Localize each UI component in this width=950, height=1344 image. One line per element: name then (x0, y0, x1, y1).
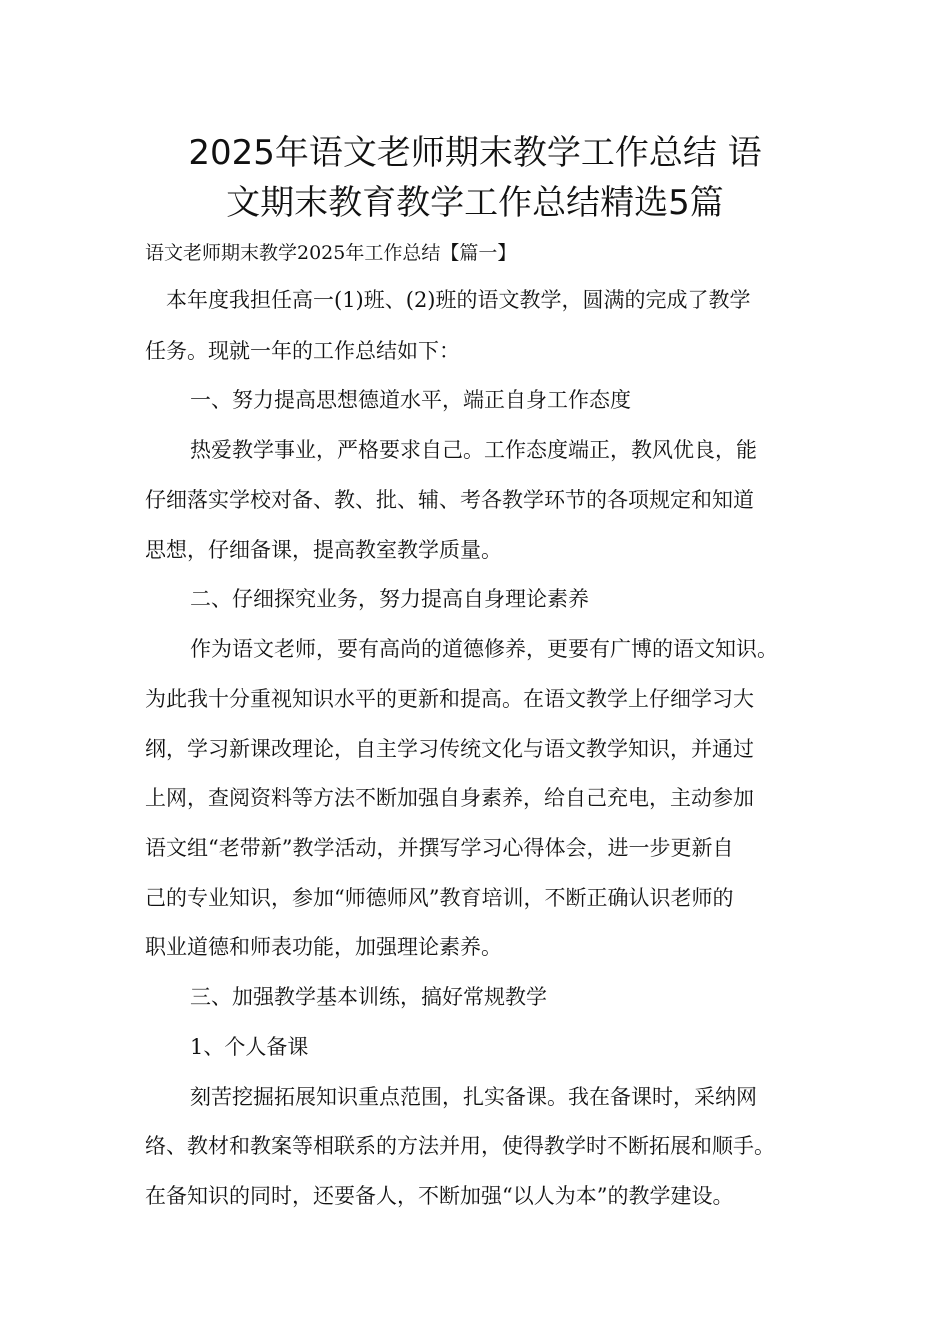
article-subtitle: 语文老师期末教学2025年工作总结【篇一】 (145, 242, 517, 264)
document-title-line-1: 2025年语文老师期末教学工作总结 语 (188, 133, 762, 173)
paragraph-line: 为此我十分重视知识水平的更新和提高。在语文教学上仔细学习大 (145, 687, 754, 711)
paragraph-line: 热爱教学事业，严格要求自己。工作态度端正，教风优良，能 (190, 438, 757, 462)
document-title-line-2: 文期末教育教学工作总结精选5篇 (226, 183, 724, 223)
paragraph-line: 仔细落实学校对备、教、批、辅、考各教学环节的各项规定和知道 (145, 488, 754, 512)
paragraph-line: 本年度我担任高一(1)班、(2)班的语文教学，圆满的完成了教学 (166, 288, 751, 312)
paragraph-line: 思想，仔细备课，提高教室教学质量。 (145, 538, 502, 562)
paragraph-line: 纲，学习新课改理论，自主学习传统文化与语文教学知识，并通过 (145, 737, 754, 761)
section-heading-3: 三、加强教学基本训练，搞好常规教学 (190, 985, 547, 1009)
paragraph-line: 语文组“老带新”教学活动，并撰写学习心得体会，进一步更新自 (145, 836, 734, 860)
section-heading-1: 一、努力提高思想德道水平，端正自身工作态度 (190, 388, 631, 412)
paragraph-line: 在备知识的同时，还要备人，不断加强“以人为本”的教学建设。 (145, 1184, 734, 1208)
paragraph-line: 任务。现就一年的工作总结如下： (145, 339, 460, 363)
paragraph-line: 己的专业知识，参加“师德师风”教育培训，不断正确认识老师的 (145, 886, 734, 910)
paragraph-line: 络、教材和教案等相联系的方法并用，使得教学时不断拓展和顺手。 (145, 1134, 775, 1158)
paragraph-line: 上网，查阅资料等方法不断加强自身素养，给自己充电，主动参加 (145, 786, 754, 810)
paragraph-line: 刻苦挖掘拓展知识重点范围，扎实备课。我在备课时，采纳网 (190, 1085, 757, 1109)
subsection-heading: 1、个人备课 (190, 1035, 309, 1059)
paragraph-line: 职业道德和师表功能，加强理论素养。 (145, 935, 502, 959)
section-heading-2: 二、仔细探究业务，努力提高自身理论素养 (190, 587, 589, 611)
paragraph-line: 作为语文老师，要有高尚的道德修养，更要有广博的语文知识。 (190, 637, 778, 661)
